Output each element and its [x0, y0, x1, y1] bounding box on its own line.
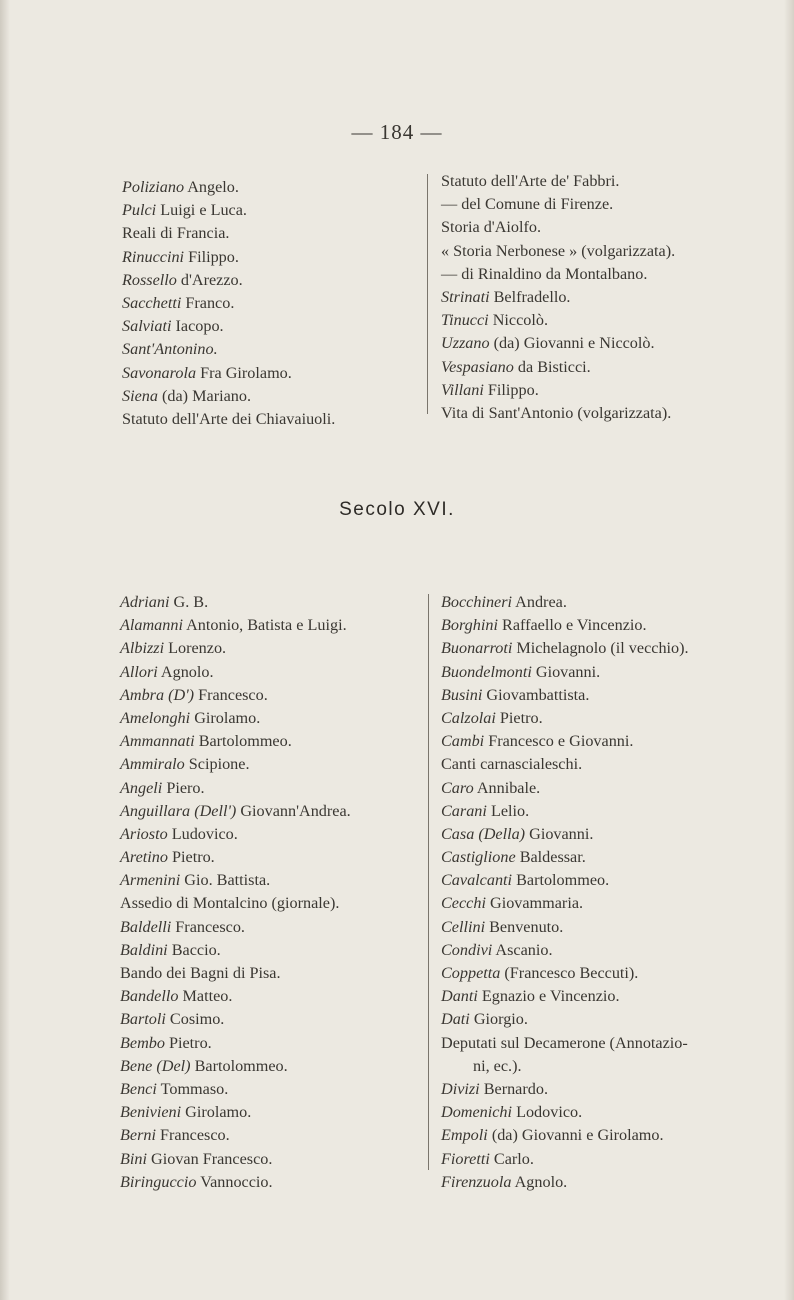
entry-text: Giovann'Andrea.	[236, 801, 351, 820]
index-entry	[122, 338, 335, 361]
author-name: Ambra (D')	[120, 685, 195, 704]
index-entry	[441, 985, 689, 1008]
index-entry	[441, 753, 689, 776]
index-entry	[122, 176, 335, 199]
author-name: Caro	[441, 778, 474, 797]
index-entry	[120, 707, 351, 730]
entry-text: Girolamo.	[190, 708, 261, 727]
author-name: Adriani	[120, 593, 170, 611]
entry-text: Giorgio.	[469, 1010, 528, 1029]
entry-text: Piero.	[162, 778, 205, 797]
index-entry	[120, 591, 351, 614]
index-entry	[120, 1032, 351, 1055]
index-entry	[441, 1124, 689, 1147]
index-entry	[441, 800, 689, 823]
author-name: Castiglione	[441, 848, 516, 867]
index-entry	[441, 846, 689, 869]
index-entry	[120, 916, 351, 939]
index-entry	[120, 1078, 351, 1101]
author-name: Cellini	[441, 917, 486, 936]
index-entry	[441, 1032, 689, 1055]
entry-text: Filippo.	[483, 380, 539, 399]
author-name: Angeli	[120, 778, 163, 797]
page-edge-right	[784, 0, 794, 1300]
index-column-top-right	[441, 170, 675, 425]
author-name: Alamanni	[120, 616, 183, 635]
author-name: Savonarola	[122, 363, 197, 382]
index-entry	[441, 637, 689, 660]
author-name: Benci	[120, 1079, 157, 1098]
entry-text: Antonio, Batista e Luigi.	[182, 616, 347, 635]
entry-text: Baccio.	[167, 940, 221, 959]
index-entry	[441, 892, 689, 915]
author-name: Fioretti	[441, 1149, 490, 1168]
entry-text: Francesco.	[155, 1126, 230, 1145]
index-entry	[120, 637, 351, 660]
author-name: Rinuccini	[122, 247, 185, 266]
author-name: Ammannati	[120, 732, 195, 751]
index-entry	[120, 1101, 351, 1124]
entry-text: Angelo.	[184, 178, 239, 196]
author-name: Albizzi	[120, 639, 165, 658]
entry-text: Belfradello.	[489, 287, 571, 306]
entry-text: Tommaso.	[156, 1079, 229, 1098]
index-entry	[441, 170, 675, 193]
index-entry	[120, 730, 351, 753]
author-name: Casa (Della)	[441, 824, 526, 843]
author-name: Rossello	[122, 270, 177, 289]
index-entry	[122, 408, 335, 431]
entry-text: Bando dei Bagni di Pisa.	[120, 964, 281, 982]
entry-text: Francesco.	[171, 917, 245, 936]
entry-text: — del Comune di Firenze.	[441, 195, 614, 214]
index-entry	[120, 892, 351, 915]
author-name: Benivieni	[120, 1103, 182, 1122]
author-name: Bocchineri	[441, 593, 513, 611]
entry-text: da Bisticci.	[513, 357, 591, 376]
entry-text: (da) Mariano.	[157, 386, 252, 405]
author-name: Carani	[441, 801, 487, 820]
author-name: Buondelmonti	[441, 662, 532, 681]
index-entry	[441, 263, 675, 286]
entry-text: Pietro.	[164, 1033, 212, 1052]
section-heading: Secolo XVI.	[339, 499, 455, 520]
author-name: Calzolai	[441, 708, 496, 727]
index-entry	[441, 379, 675, 402]
index-entry	[441, 193, 675, 216]
author-name: Sacchetti	[122, 293, 182, 312]
index-entry	[122, 362, 335, 385]
index-entry	[441, 916, 689, 939]
index-entry	[120, 962, 351, 985]
index-column-bottom-right	[441, 591, 689, 1194]
entry-text: Matteo.	[178, 987, 233, 1006]
entry-text: Benvenuto.	[485, 917, 564, 936]
entry-text: Giovambattista.	[482, 685, 590, 704]
entry-text: Francesco e Giovanni.	[484, 732, 634, 751]
entry-text: (Francesco Beccuti).	[500, 964, 639, 982]
entry-text: Carlo.	[489, 1149, 534, 1168]
index-entry	[120, 614, 351, 637]
author-name: Uzzano	[441, 334, 490, 353]
entry-text: Filippo.	[184, 247, 239, 266]
entry-text: Iacopo.	[171, 317, 224, 336]
index-entry	[441, 1008, 689, 1031]
index-entry	[441, 1148, 689, 1171]
author-name: Busini	[441, 685, 483, 704]
index-entry	[120, 823, 351, 846]
author-name: Anguillara (Dell')	[120, 801, 237, 820]
entry-text: Giovammaria.	[485, 894, 584, 913]
index-entry	[441, 823, 689, 846]
author-name: Buonarroti	[441, 639, 513, 658]
entry-text: Storia d'Aiolfo.	[441, 218, 542, 237]
entry-text: Gio. Battista.	[180, 871, 271, 890]
author-name: Salviati	[122, 317, 172, 336]
index-entry	[441, 1055, 689, 1078]
index-entry	[120, 869, 351, 892]
entry-text: Bartolommeo.	[512, 871, 610, 890]
index-entry	[441, 1101, 689, 1124]
index-entry	[120, 846, 351, 869]
index-entry	[120, 985, 351, 1008]
author-name: Bini	[120, 1149, 147, 1168]
index-entry	[441, 356, 675, 379]
entry-text: Deputati sul Decamerone (Annotazio-	[441, 1033, 688, 1052]
author-name: Domenichi	[441, 1103, 513, 1122]
entry-text: Scipione.	[184, 755, 250, 774]
index-entry	[120, 1008, 351, 1031]
author-name: Baldini	[120, 940, 168, 959]
author-name: Villani	[441, 380, 484, 399]
author-name: Siena	[122, 386, 158, 405]
entry-text: Fra Girolamo.	[196, 363, 292, 382]
author-name: Vespasiano	[441, 357, 514, 376]
author-name: Cavalcanti	[441, 871, 513, 890]
author-name: Sant'Antonino.	[122, 340, 218, 359]
index-entry	[120, 800, 351, 823]
entry-text: Lorenzo.	[164, 639, 227, 658]
author-name: Firenzuola	[441, 1172, 512, 1191]
author-name: Borghini	[441, 616, 498, 635]
index-entry	[122, 246, 335, 269]
entry-text: Bartolommeo.	[194, 732, 292, 751]
author-name: Allori	[120, 662, 158, 681]
index-entry	[122, 292, 335, 315]
author-name: Coppetta	[441, 964, 501, 982]
entry-text: Baldessar.	[515, 848, 586, 867]
entry-text: Michelagnolo (il vecchio).	[512, 639, 689, 658]
index-entry	[120, 1124, 351, 1147]
entry-text: — di Rinaldino da Montalbano.	[441, 264, 648, 283]
index-entry	[122, 385, 335, 408]
entry-text: Raffaello e Vincenzio.	[497, 616, 647, 635]
entry-text: G. B.	[169, 593, 209, 611]
index-entry	[441, 286, 675, 309]
entry-text: Assedio di Montalcino (giornale).	[120, 894, 340, 913]
index-entry	[441, 216, 675, 239]
entry-text: Bernardo.	[479, 1079, 548, 1098]
index-entry	[122, 315, 335, 338]
author-name: Amelonghi	[120, 708, 191, 727]
entry-text: (da) Giovanni e Girolamo.	[487, 1126, 664, 1145]
index-entry	[120, 684, 351, 707]
entry-text: Pietro.	[495, 708, 543, 727]
author-name: Dati	[441, 1010, 470, 1029]
author-name: Cambi	[441, 732, 485, 751]
entry-text: Reali di Francia.	[122, 224, 230, 243]
index-entry	[441, 614, 689, 637]
entry-text: Statuto dell'Arte dei Chiavaiuoli.	[122, 409, 336, 428]
entry-text: Agnolo.	[511, 1172, 568, 1191]
index-entry	[441, 661, 689, 684]
author-name: Divizi	[441, 1079, 480, 1098]
entry-text: Ludovico.	[167, 824, 238, 843]
index-entry	[441, 962, 689, 985]
index-entry	[441, 730, 689, 753]
index-column-top-left	[122, 176, 335, 431]
author-name: Danti	[441, 987, 478, 1006]
entry-text: Luigi e Luca.	[156, 201, 247, 220]
index-entry	[441, 707, 689, 730]
index-entry	[441, 402, 675, 425]
entry-text: Giovanni.	[531, 662, 601, 681]
entry-text: Vita di Sant'Antonio (volgarizzata).	[441, 403, 672, 422]
entry-text: Canti carnascialeschi.	[441, 755, 583, 774]
index-entry	[120, 1055, 351, 1078]
entry-text: Lodovico.	[512, 1103, 583, 1122]
entry-text: « Storia Nerbonese » (volgarizzata).	[441, 241, 676, 260]
entry-text: Francesco.	[194, 685, 268, 704]
author-name: Baldelli	[120, 917, 172, 936]
entry-text: Girolamo.	[181, 1103, 252, 1122]
entry-text: Niccolò.	[488, 311, 549, 330]
column-divider-top	[427, 174, 428, 414]
entry-text: Pietro.	[167, 848, 215, 867]
index-entry	[441, 869, 689, 892]
page-number: — 184 —	[351, 120, 443, 144]
entry-text: Egnazio e Vincenzio.	[477, 987, 620, 1006]
author-name: Bandello	[120, 987, 179, 1006]
author-name: Biringuccio	[120, 1172, 197, 1191]
author-name: Ariosto	[120, 824, 168, 843]
entry-text: (da) Giovanni e Niccolò.	[489, 334, 655, 353]
index-entry	[120, 753, 351, 776]
index-entry	[441, 591, 689, 614]
column-divider-bottom	[428, 594, 429, 1170]
entry-text: Vannoccio.	[196, 1172, 273, 1191]
entry-text: Andrea.	[512, 593, 567, 611]
index-entry	[441, 939, 689, 962]
entry-text: ni, ec.).	[473, 1056, 522, 1075]
author-name: Ammiralo	[120, 755, 185, 774]
index-entry	[120, 939, 351, 962]
index-entry	[122, 269, 335, 292]
index-entry	[441, 1078, 689, 1101]
index-entry	[441, 332, 675, 355]
entry-text: Bartolommeo.	[190, 1056, 288, 1075]
author-name: Condivi	[441, 940, 493, 959]
page-edge-left	[0, 0, 10, 1300]
entry-text: Franco.	[181, 293, 235, 312]
author-name: Strinati	[441, 287, 490, 306]
index-entry	[122, 222, 335, 245]
index-column-bottom-left	[120, 591, 351, 1194]
author-name: Cecchi	[441, 894, 486, 913]
entry-text: Annibale.	[473, 778, 541, 797]
entry-text: Cosimo.	[165, 1010, 225, 1029]
index-entry	[120, 1171, 351, 1194]
index-entry	[122, 199, 335, 222]
entry-text: Lelio.	[486, 801, 530, 820]
index-entry	[441, 777, 689, 800]
index-entry	[120, 777, 351, 800]
author-name: Armenini	[120, 871, 181, 890]
index-entry	[120, 661, 351, 684]
author-name: Empoli	[441, 1126, 488, 1145]
author-name: Bembo	[120, 1033, 165, 1052]
entry-text: d'Arezzo.	[176, 270, 243, 289]
author-name: Berni	[120, 1126, 156, 1145]
index-entry	[441, 684, 689, 707]
entry-text: Giovan Francesco.	[146, 1149, 273, 1168]
index-entry	[441, 1171, 689, 1194]
index-entry	[441, 309, 675, 332]
entry-text: Agnolo.	[157, 662, 214, 681]
index-entry	[441, 240, 675, 263]
author-name: Bene (Del)	[120, 1056, 191, 1075]
author-name: Tinucci	[441, 311, 489, 330]
author-name: Aretino	[120, 848, 168, 867]
entry-text: Giovanni.	[525, 824, 594, 843]
index-entry	[120, 1148, 351, 1171]
author-name: Poliziano	[122, 178, 185, 196]
author-name: Bartoli	[120, 1010, 166, 1029]
author-name: Pulci	[122, 201, 157, 220]
entry-text: Ascanio.	[492, 940, 553, 959]
entry-text: Statuto dell'Arte de' Fabbri.	[441, 172, 620, 190]
